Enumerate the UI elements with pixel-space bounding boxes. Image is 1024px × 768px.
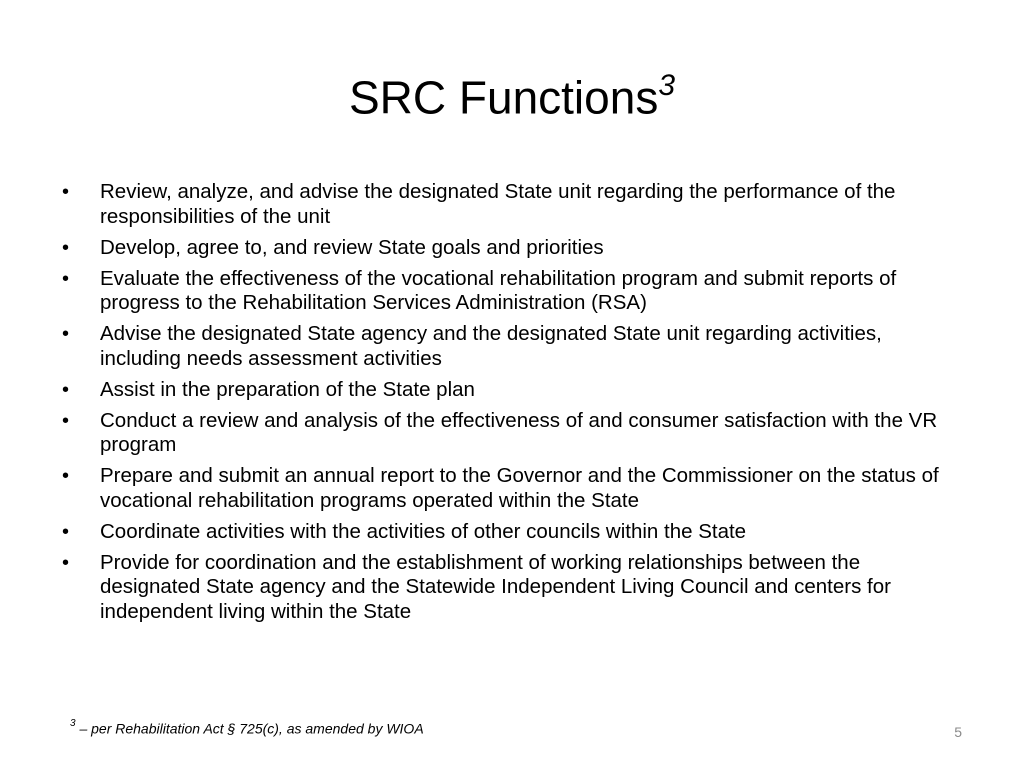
bullet-icon: •	[62, 520, 70, 543]
footnote-text: – per Rehabilitation Act § 725(c), as amended by WIOA	[75, 720, 424, 737]
bullet-icon: •	[62, 465, 70, 487]
list-item-text: Evaluate the effectiveness of the vocational rehabilitation program and submit reports of progress to the Rehabilitation Services Administration (RSA)	[100, 266, 897, 314]
list-item	[58, 464, 958, 513]
list-item-text: Conduct a review and analysis of the effectiveness of and consumer satisfaction with the VR program	[100, 408, 938, 456]
list-item	[58, 551, 958, 625]
footnote	[70, 716, 424, 739]
bullet-icon: •	[62, 236, 70, 259]
bullet-icon: •	[62, 551, 70, 574]
bullet-icon: •	[62, 323, 70, 345]
bullet-icon: •	[62, 378, 70, 401]
list-item-text: Develop, agree to, and review State goals and priorities	[100, 235, 604, 259]
list-item	[58, 409, 958, 458]
bullet-icon: •	[62, 181, 70, 203]
slide-title-text: SRC Functions	[348, 71, 659, 124]
slide-title	[0, 58, 1024, 127]
list-item	[58, 378, 958, 403]
list-item-text: Prepare and submit an annual report to the Governor and the Commissioner on the status of vocational rehabilitation programs operated within the State	[100, 464, 939, 512]
list-item-text: Provide for coordination and the establishment of working relationships between the designated State agency and the Statewide Independent Living Council and centers for independent living within the State	[100, 550, 891, 623]
list-item	[58, 520, 958, 545]
page-number: 5	[954, 724, 962, 740]
list-item	[58, 322, 958, 371]
bullet-list	[58, 180, 958, 631]
list-item-text: Assist in the preparation of the State plan	[100, 377, 475, 401]
list-item-text: Coordinate activities with the activities of other councils within the State	[100, 519, 747, 543]
footnote-marker: 3	[70, 718, 76, 729]
list-item-text: Advise the designated State agency and the designated State unit regarding activities, including needs assessment activities	[100, 322, 882, 370]
title-footnote-marker: 3	[658, 69, 676, 102]
bullet-icon: •	[62, 409, 70, 432]
list-item-text: Review, analyze, and advise the designated State unit regarding the performance of the responsibilities of the unit	[100, 180, 896, 228]
list-item	[58, 180, 958, 229]
bullet-icon: •	[62, 267, 70, 290]
list-item	[58, 236, 958, 261]
list-item	[58, 267, 958, 316]
